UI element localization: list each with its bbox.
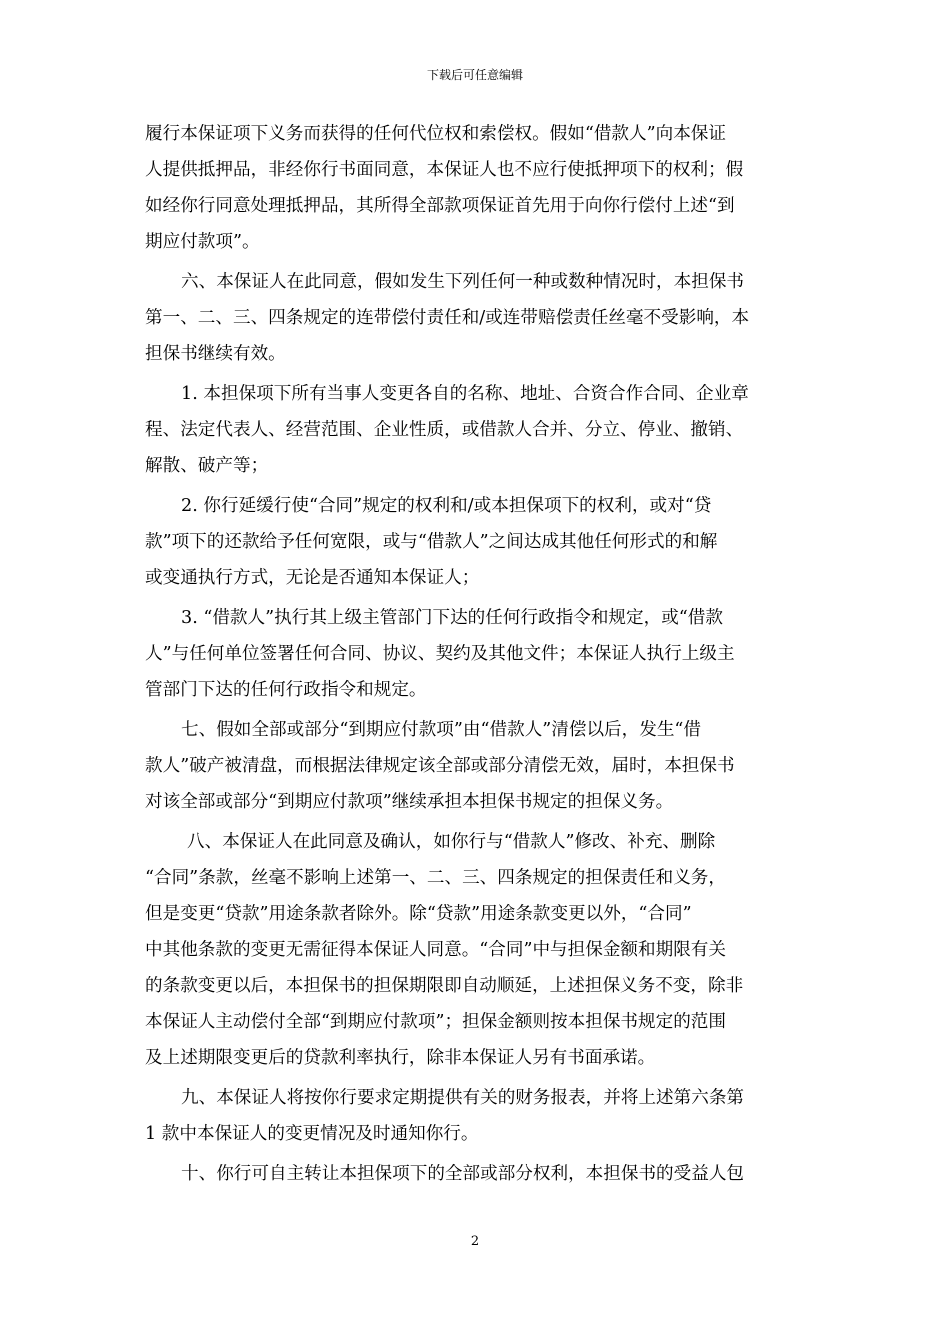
text-line: 款人”破产被清盘，而根据法律规定该全部或部分清偿无效，届时，本担保书: [145, 756, 735, 776]
page-header: 下载后可任意编辑: [426, 68, 523, 82]
text-line: 中其他条款的变更无需征得本保证人同意。“合同”中与担保金额和期限有关: [145, 940, 726, 960]
text-line: 2. 你行延缓行使“合同”规定的权利和/或本担保项下的权利，或对“贷: [181, 496, 712, 516]
page-number: 2: [470, 1234, 480, 1249]
text-line: 人提供抵押品，非经你行书面同意，本保证人也不应行使抵押项下的权利；假: [145, 160, 744, 180]
paragraph-clause-9: [145, 1080, 809, 1152]
paragraph-item-3: [145, 600, 809, 708]
text-line: 3. “借款人”执行其上级主管部门下达的任何行政指令和规定，或“借款: [181, 608, 723, 628]
text-line: 解散、破产等；: [145, 456, 269, 476]
text-line: 的条款变更以后，本担保书的担保期限即自动顺延，上述担保义务不变，除非: [145, 976, 744, 996]
text-line: 第一、二、三、四条规定的连带偿付责任和/或连带赔偿责任丝毫不受影响，本: [145, 308, 750, 328]
text-line: 但是变更“贷款”用途条款者除外。除“贷款”用途条款变更以外，“合同”: [145, 904, 692, 924]
paragraph-continuation: [145, 116, 809, 260]
text-line: 履行本保证项下义务而获得的任何代位权和索偿权。假如“借款人”向本保证: [145, 124, 726, 144]
text-line: 或变通执行方式，无论是否通知本保证人；: [145, 568, 480, 588]
paragraph-item-1: [145, 376, 809, 484]
text-line: 本保证人主动偿付全部“到期应付款项”；担保金额则按本担保书规定的范围: [145, 1012, 726, 1032]
text-line: 管部门下达的任何行政指令和规定。: [145, 680, 427, 700]
text-line: 及上述期限变更后的贷款利率执行，除非本保证人另有书面承诺。: [145, 1048, 656, 1068]
text-line: 1. 本担保项下所有当事人变更各自的名称、地址、合资合作合同、企业章: [181, 384, 749, 404]
text-line: 1 款中本保证人的变更情况及时通知你行。: [145, 1124, 479, 1144]
text-line: 人”与任何单位签署任何合同、协议、契约及其他文件；本保证人执行上级主: [145, 644, 735, 664]
document-body: [145, 116, 809, 1192]
text-line: 程、法定代表人、经营范围、企业性质，或借款人合并、分立、停业、撤销、: [145, 420, 744, 440]
paragraph-item-2: [145, 488, 809, 596]
text-line: “合同”条款，丝毫不影响上述第一、二、三、四条规定的担保责任和义务，: [145, 868, 726, 888]
text-line: 九、本保证人将按你行要求定期提供有关的财务报表，并将上述第六条第: [181, 1088, 745, 1108]
paragraph-clause-10: [145, 1156, 809, 1192]
paragraph-clause-6: [145, 264, 809, 372]
text-line: 如经你行同意处理抵押品，其所得全部款项保证首先用于向你行偿付上述“到: [145, 196, 735, 216]
text-line: 担保书继续有效。: [145, 344, 286, 364]
text-line: 款”项下的还款给予任何宽限，或与“借款人”之间达成其他任何形式的和解: [145, 532, 718, 552]
text-line: 十、你行可自主转让本担保项下的全部或部分权利，本担保书的受益人包: [181, 1164, 745, 1184]
text-line: 六、本保证人在此同意，假如发生下列任何一种或数种情况时，本担保书: [181, 272, 745, 292]
paragraph-clause-8: [145, 824, 809, 1076]
text-line: 八、本保证人在此同意及确认，如你行与“借款人”修改、补充、删除: [187, 832, 716, 852]
text-line: 对该全部或部分“到期应付款项”继续承担本担保书规定的担保义务。: [145, 792, 674, 812]
text-line: 七、假如全部或部分“到期应付款项”由“借款人”清偿以后，发生“借: [181, 720, 702, 740]
paragraph-clause-7: [145, 712, 809, 820]
text-line: 期应付款项”。: [145, 232, 260, 252]
